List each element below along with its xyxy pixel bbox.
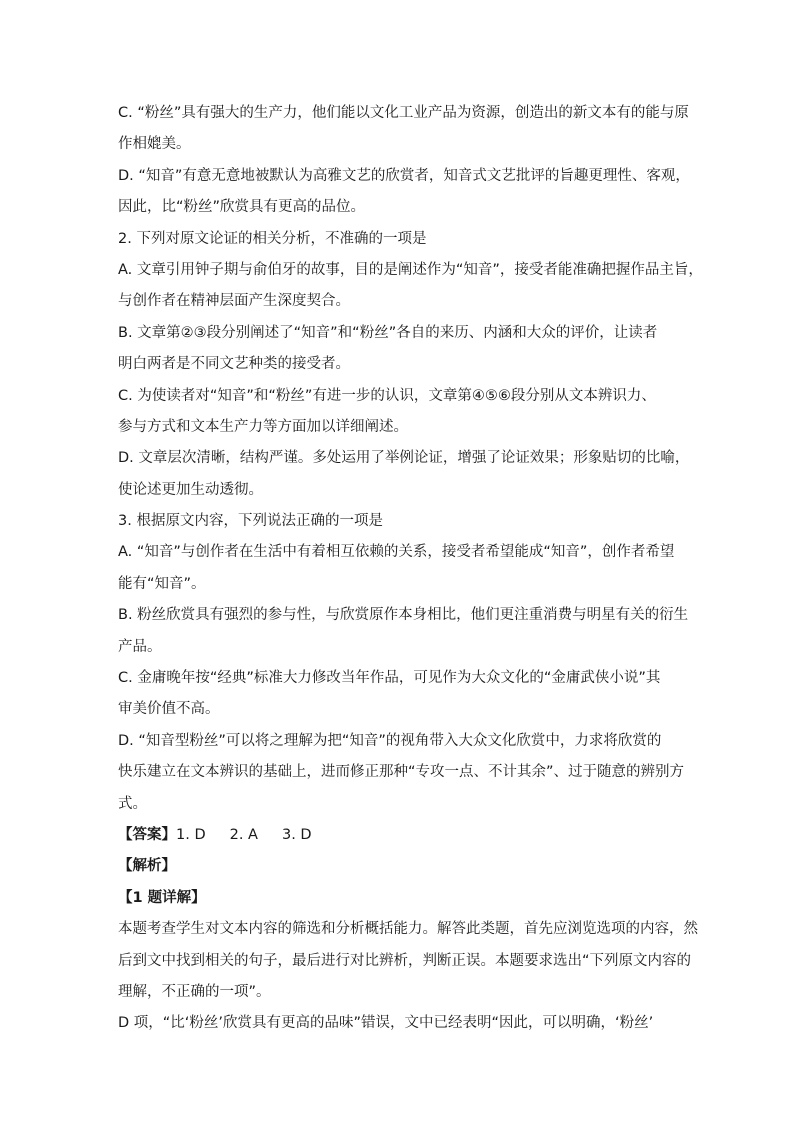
text-line: 参与方式和文本生产力等方面加以详细阐述。 <box>118 418 408 435</box>
detail-line: 本题考查学生对文本内容的筛选和分析概括能力。解答此类题，首先应浏览选项的内容，然 <box>118 921 698 938</box>
text-line: D. “知音”有意无意地被默认为高雅文艺的欣赏者，知音式文艺批评的旨趣更理性、客观， <box>118 167 690 184</box>
detail-line: 后到文中找到相关的句子，最后进行对比辨析，判断正误。本题要求选出“下列原文内容的 <box>118 952 692 969</box>
text-line: A. “知音”与创作者在生活中有着相互依赖的关系，接受者希望能成“知音”，创作者希望 <box>118 544 675 561</box>
detail-line: 理解，不正确的一项”。 <box>118 983 271 1000</box>
text-line: 作相媲美。 <box>118 136 191 153</box>
analysis-heading: 【解析】 <box>118 858 176 875</box>
document-page <box>118 98 703 1040</box>
answer-label: 【答案】 <box>118 826 176 843</box>
text-line: 式。 <box>118 795 147 812</box>
answer-value: 3. D <box>281 826 312 843</box>
answer-value: 2. A <box>229 826 258 843</box>
text-line: 明白两者是不同文艺种类的接受者。 <box>118 356 350 373</box>
text-line: C. 金庸晚年按“经典”标准大力修改当年作品，可见作为大众文化的“金庸武侠小说”其 <box>118 670 661 687</box>
text-line: 因此，比“粉丝”欣赏具有更高的品位。 <box>118 199 366 216</box>
text-line: D. “知音型粉丝”可以将之理解为把“知音”的视角带入大众文化欣赏中，力求将欣赏的 <box>118 732 662 749</box>
question-3-stem: 3. 根据原文内容，下列说法正确的一项是 <box>118 513 383 530</box>
text-line: A. 文章引用钟子期与俞伯牙的故事，目的是阐述作为“知音”，接受者能准确把握作品主旨， <box>118 261 703 278</box>
text-line: 审美价值不高。 <box>118 701 220 718</box>
text-line: 与创作者在精神层面产生深度契合。 <box>118 293 350 310</box>
answer-value: 1. D <box>176 826 206 843</box>
text-line: D. 文章层次清晰，结构严谨。多处运用了举例论证，增强了论证效果；形象贴切的比喻， <box>118 450 690 467</box>
answer-line <box>118 820 678 851</box>
text-line: 快乐建立在文本辨识的基础上，进而修正那种“专攻一点、不计其余”、过于随意的辨别方 <box>118 764 685 781</box>
detail-heading: 【1 题详解】 <box>118 889 206 906</box>
text-line: B. 粉丝欣赏具有强烈的参与性，与欣赏原作本身相比，他们更注重消费与明星有关的衍生 <box>118 607 689 624</box>
detail-line: D 项，“比‘粉丝’欣赏具有更高的品味”错误，文中已经表明“因此，可以明确，‘粉丝’ <box>118 1015 654 1032</box>
text-line: 能有“知音”。 <box>118 575 206 592</box>
text-line: C. 为使读者对“知音”和“粉丝”有进一步的认识，文章第④⑤⑥段分别从文本辨识力、 <box>118 387 656 404</box>
text-line: B. 文章第②③段分别阐述了“知音”和“粉丝”各自的来历、内涵和大众的评价，让读者 <box>118 324 658 341</box>
text-line: 使论述更加生动透彻。 <box>118 481 263 498</box>
text-line: 产品。 <box>118 638 162 655</box>
question-2-stem: 2. 下列对原文论证的相关分析，不准确的一项是 <box>118 230 427 247</box>
text-line: C. “粉丝”具有强大的生产力，他们能以文化工业产品为资源，创造出的新文本有的能与原 <box>118 105 689 121</box>
